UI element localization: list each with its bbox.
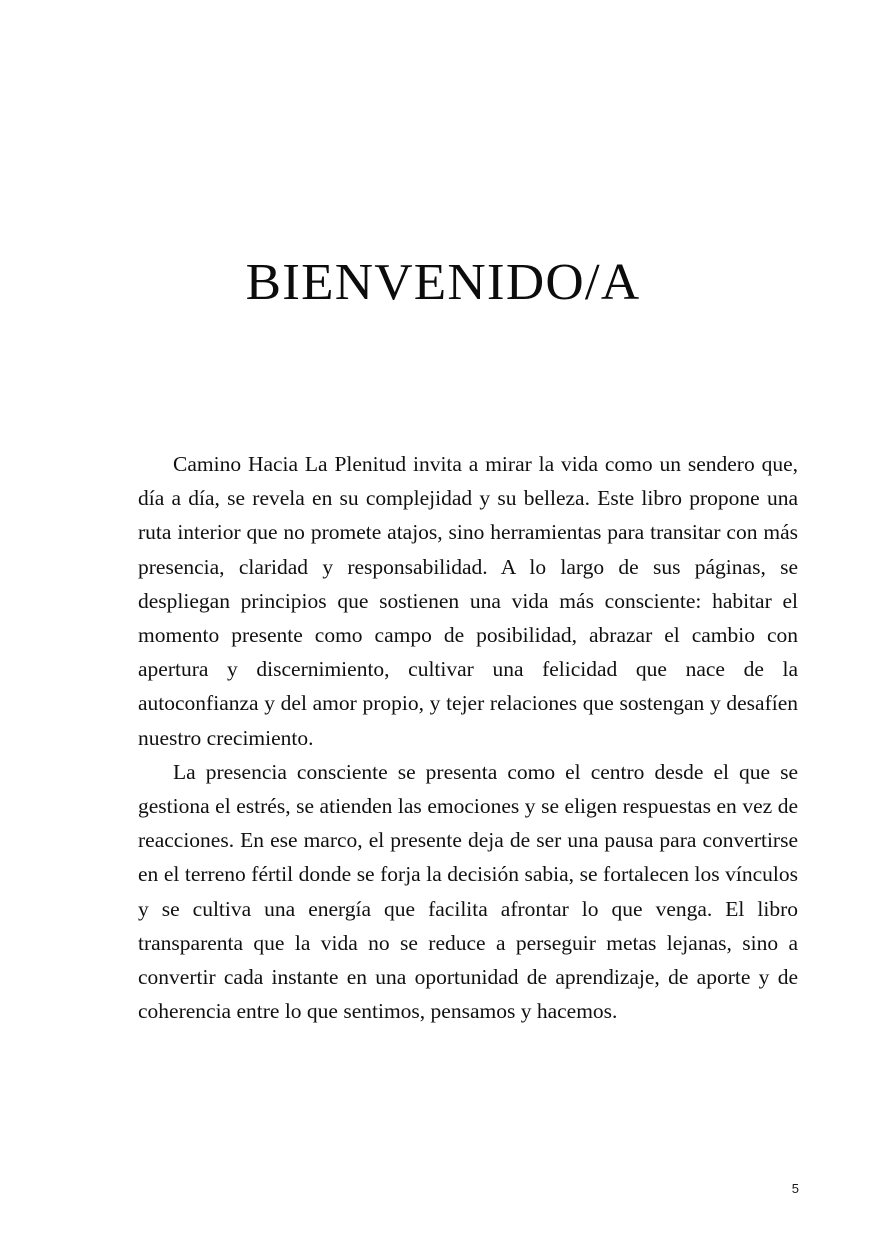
page-title: BIENVENIDO/A: [245, 253, 641, 311]
paragraph: La presencia consciente se presenta como el centro desde el que se gestiona el estrés, se atienden las emociones y se eligen respuestas en vez de reacciones. En ese marco, el presente deja de ser una pausa para convertirse en el terreno fértil donde se forja la decisión sabia, se fortalecen los vínculos y se cultiva una energía que facilita afrontar lo que venga. El libro transparenta que la vida no se reduce a perseguir metas lejanas, sino a convertir cada instante en una oportunidad de aprendizaje, de aporte y de coherencia entre lo que sentimos, pensamos y hacemos.: [138, 759, 798, 1024]
paragraph: Camino Hacia La Plenitud invita a mirar la vida como un sendero que, día a día, se revela en su complejidad y su belleza. Este libro propone una ruta interior que no promete atajos, sino herramientas para transitar con más presencia, claridad y responsabilidad. A lo largo de sus páginas, se despliegan principios que sostienen una vida más consciente: habitar el momento presente como campo de posibilidad, abrazar el cambio con apertura y discernimiento, cultivar una felicidad que nace de la autoconfianza y del amor propio, y tejer relaciones que sostengan y desafíen nuestro crecimiento.: [138, 452, 798, 750]
body-text: [138, 447, 798, 1028]
page-number: 5: [791, 1181, 799, 1196]
